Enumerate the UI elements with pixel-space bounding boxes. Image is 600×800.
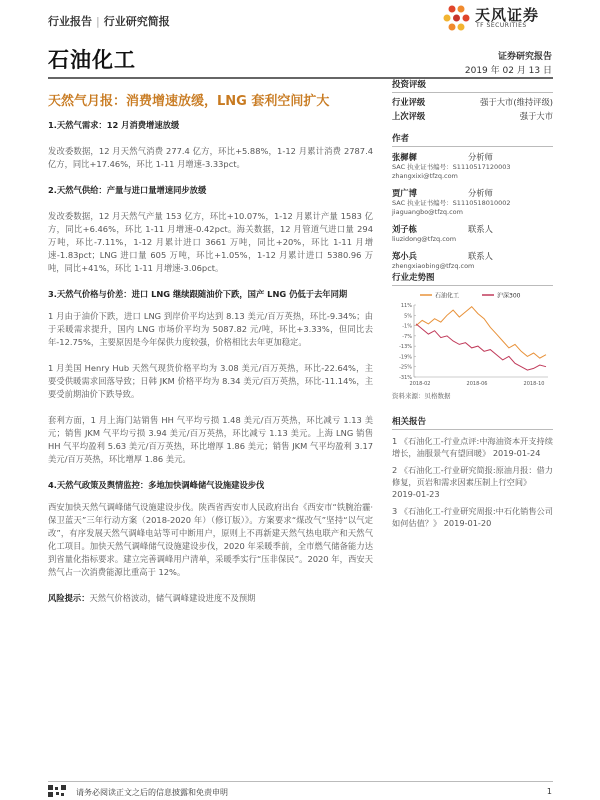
rating-heading: 投资评级 xyxy=(392,78,553,93)
related-report-link[interactable]: 2 《石油化工-行业研究简报:原油月报：借力修复，页岩和需求因素压制上行空间》 2019-01-23 xyxy=(392,465,553,499)
author-sac-number: SAC 执业证书编号：S1110518010002 xyxy=(392,199,511,207)
y-tick-label: -7% xyxy=(402,333,412,340)
author-name: 贾广博 xyxy=(392,188,417,198)
author-name: 张樨樨 xyxy=(392,152,417,162)
report-date: 2019 年 02 月 13 日 xyxy=(464,66,552,76)
authors-heading: 作者 xyxy=(392,132,553,147)
previous-rating-label: 上次评级 xyxy=(392,111,426,121)
y-tick-label: -31% xyxy=(399,375,412,381)
industry-trend-chart xyxy=(392,289,553,389)
author-name: 刘子栋 xyxy=(392,224,417,234)
authors-section xyxy=(392,132,553,271)
author-role: 分析师 xyxy=(468,152,493,162)
section-heading-price: 3.天然气价格与价差：进口 LNG 继续跟随油价下跌，国产 LNG 仍低于去年同期 xyxy=(48,289,348,299)
footer-divider xyxy=(48,781,553,782)
price-paragraph-lng: 1 月由于油价下跌，进口 LNG 到岸价平均达到 8.13 美元/百万英热，环比-9.34%；由于采暖需求提升，国内 LNG 市场价平均为 5087.82 元/吨，环比+3.33%，但同比去年-12.75%，主要原因是今年保供力度较强，价格相比去年更加稳定。 xyxy=(48,311,373,347)
related-reports-section xyxy=(392,415,553,534)
previous-rating-row xyxy=(392,109,553,123)
industry-trend-section xyxy=(392,271,553,286)
legend-label: 沪深300 xyxy=(497,292,521,300)
related-report-link[interactable]: 3 《石油化工-行业研究周报:中石化销售公司如何估值？》 2019-01-20 xyxy=(392,506,553,528)
industry-rating-value: 强于大市(维持评级) xyxy=(480,97,553,107)
policy-paragraph: 西安加快天然气调峰储气设施建设步伐。陕西省西安市人民政府出台《西安市“铁腕治霾·保卫蓝天”三年行动方案（2018-2020 年）（修订版）》。方案要求“煤改气”坚持“以气定改”，有序发展天然气调峰电站等可中断用户，原则上不再新建天然气热电联产和天然气化工项目。加快天然气调峰储气设施建设步伐，2020 年采暖季前，全市燃气储备能力达到省量化指标要求。建立完善调峰用户清单，采暖季实行“压非保民”。2020 年，西安天然气占一次消费能源比重高于 12%。 xyxy=(48,502,373,577)
author-role: 分析师 xyxy=(468,188,493,198)
section-heading-policy: 4.天然气政策及舆情监控：多地加快调峰储气设施建设步伐 xyxy=(48,480,265,490)
author-entry xyxy=(392,187,553,217)
arbitrage-paragraph: 套利方面，1 月上海门站销售 HH 气平均亏损 1.48 美元/百万英热，环比减亏 1.13 美元；销售 JKM 气平均亏损 3.94 美元/百万英热，环比减亏 1.13 美元。上海 LNG 销售 HH 气平均盈利 5.63 美元/百万英热，环比增厚 1.86 美元；销售 JKM 气平均盈利 3.17 美元/百万英热，环比增厚 1.86 美元。 xyxy=(48,415,373,464)
report-title: 天然气月报：消费增速放缓，LNG 套利空间扩大 xyxy=(48,94,330,109)
category-report: 行业报告 xyxy=(48,15,92,28)
y-tick-label: -13% xyxy=(399,344,412,351)
report-type: 证券研究报告 xyxy=(497,52,552,62)
chart-source: 资料来源：贝格数据 xyxy=(392,392,451,400)
x-tick-label: 2018-10 xyxy=(523,381,545,387)
author-role: 联系人 xyxy=(468,251,493,261)
industry-title: 石油化工 xyxy=(48,48,136,72)
company-logo xyxy=(441,3,551,33)
footer-disclaimer: 请务必阅读正文之后的信息披露和免责申明 xyxy=(76,788,228,797)
trend-heading: 行业走势图 xyxy=(392,271,553,286)
logo-name: 天风证券 xyxy=(475,6,540,24)
author-email[interactable]: zhengxiaobing@tfzq.com xyxy=(392,262,475,270)
risk-warning xyxy=(48,592,373,605)
author-role: 联系人 xyxy=(468,224,493,234)
price-paragraph-hh: 1 月美国 Henry Hub 天然气现货价格平均为 3.08 美元/百万英热，环比-22.64%，主要受供暖需求回落导致；日韩 JKM 价格平均为 8.34 美元/百万英热，环比-11.14%，主要受前期油价下跌导致。 xyxy=(48,363,373,399)
industry-rating-row xyxy=(392,95,553,109)
page-number: 1 xyxy=(546,787,552,796)
logo-mark-icon xyxy=(441,3,473,33)
author-email[interactable]: jiaguangbo@tfzq.com xyxy=(392,208,463,216)
author-email[interactable]: liuzidong@tfzq.com xyxy=(392,235,457,243)
author-name: 郑小兵 xyxy=(392,251,417,261)
section-heading-demand: 1.天然气需求：12 月消费增速放缓 xyxy=(48,120,180,130)
supply-paragraph: 发改委数据，12 月天然气产量 153 亿方，环比+10.07%，1-12 月累计产量 1583 亿方，同比+6.46%，环比 1-11 月增速-0.42pct。海关数据，12 月管道气进口量 294 万吨，环比-7.11%，1-12 月累计进口 3661 万吨，同比+20%，环比 1-11 月增速-1.83pct；LNG 进口量 605 万吨，环比+1.05%，1-12 月累计进口 5380.96 万吨，同比+41%，环比 1-11 月增速-3.06pct。 xyxy=(48,211,373,273)
x-tick-label: 2018-02 xyxy=(409,381,431,387)
author-entry xyxy=(392,151,553,181)
logo-english-name: TF SECURITIES xyxy=(476,22,527,29)
investment-rating xyxy=(392,78,553,123)
qr-code-icon xyxy=(48,785,66,797)
author-entry xyxy=(392,250,553,271)
author-entry xyxy=(392,223,553,244)
related-heading: 相关报告 xyxy=(392,415,553,430)
related-report-link[interactable]: 1 《石油化工-行业点评:中海油资本开支持续增长，油服景气有望回暖》 2019-01-24 xyxy=(392,436,553,458)
legend-label: 石油化工 xyxy=(435,292,460,300)
demand-paragraph: 发改委数据，12 月天然气消费 277.4 亿方，环比+5.88%，1-12 月累计消费 2787.4 亿方，同比+17.46%，环比 1-11 月增速-3.33pct。 xyxy=(48,146,373,169)
y-tick-label: -19% xyxy=(399,354,412,361)
y-tick-label: 11% xyxy=(400,303,412,309)
risk-text: 天然气价格波动，储气调峰建设进度不及预期 xyxy=(89,593,256,603)
section-heading-supply: 2.天然气供给：产量与进口量增速同步放缓 xyxy=(48,185,207,195)
category-separator: | xyxy=(96,15,100,28)
series-line xyxy=(416,324,546,370)
industry-rating-label: 行业评级 xyxy=(392,97,426,107)
y-tick-label: -1% xyxy=(402,323,412,330)
x-tick-label: 2018-06 xyxy=(466,381,488,387)
y-tick-label: 5% xyxy=(404,313,412,320)
y-tick-label: -25% xyxy=(399,364,412,371)
author-email[interactable]: zhangxixi@tfzq.com xyxy=(392,172,458,180)
header-category xyxy=(48,13,170,29)
category-brief: 行业研究简报 xyxy=(103,15,170,28)
author-sac-number: SAC 执业证书编号：S1110517120003 xyxy=(392,163,511,171)
main-content xyxy=(48,119,373,605)
previous-rating-value: 强于大市 xyxy=(519,111,553,121)
risk-label: 风险提示： xyxy=(48,593,90,603)
